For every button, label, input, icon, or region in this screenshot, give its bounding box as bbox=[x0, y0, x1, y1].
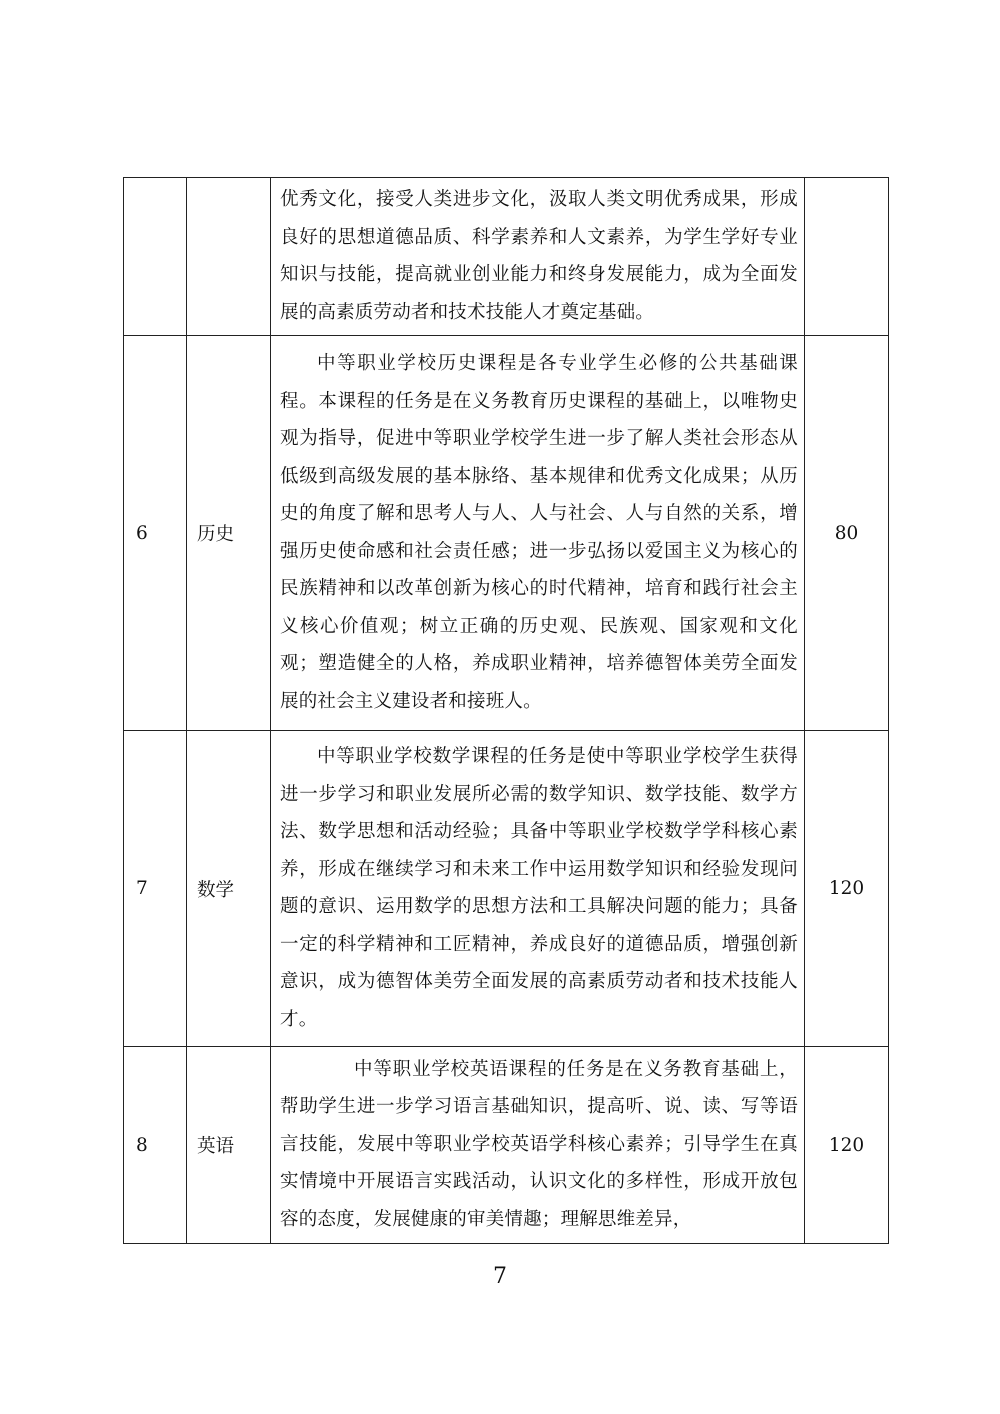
table-row bbox=[124, 731, 889, 1047]
course-hours-cell: 120 bbox=[805, 1047, 889, 1244]
course-description: 优秀文化，接受人类进步文化，汲取人类文明优秀成果，形成良好的思想道德品质、科学素养和人文素养，为学生学好专业知识与技能，提高就业创业能力和终身发展能力，成为全面发展的高素质劳动者和技术技能人才奠定基础。 bbox=[280, 189, 798, 323]
page-number: 7 bbox=[493, 1264, 507, 1289]
table-row bbox=[124, 336, 889, 731]
course-description: 中等职业学校数学课程的任务是使中等职业学校学生获得进一步学习和职业发展所必需的数学知识、数学技能、数学方法、数学思想和活动经验；具备中等职业学校数学学科核心素养，形成在继续学习和未来工作中运用数学知识和经验发现问题的意识、运用数学的思想方法和工具解决问题的能力；具备一定的科学精神和工匠精神，养成良好的道德品质，增强创新意识，成为德智体美劳全面发展的高素质劳动者和技术技能人才。 bbox=[280, 746, 798, 1030]
course-hours-cell bbox=[805, 178, 889, 336]
table-row bbox=[124, 1047, 889, 1244]
course-name-cell: 历史 bbox=[187, 336, 271, 731]
course-index-cell: 8 bbox=[124, 1047, 187, 1244]
course-hours-cell: 120 bbox=[805, 731, 889, 1047]
table-row bbox=[124, 178, 889, 336]
course-index-cell: 6 bbox=[124, 336, 187, 731]
course-index-cell: 7 bbox=[124, 731, 187, 1047]
course-index-cell bbox=[124, 178, 187, 336]
course-name-cell: 数学 bbox=[187, 731, 271, 1047]
course-name-cell bbox=[187, 178, 271, 336]
course-table bbox=[123, 177, 889, 1244]
course-description-cell bbox=[271, 178, 805, 336]
course-hours-cell: 80 bbox=[805, 336, 889, 731]
course-description-cell bbox=[271, 731, 805, 1047]
course-description-cell bbox=[271, 336, 805, 731]
course-name-cell: 英语 bbox=[187, 1047, 271, 1244]
course-description-cell bbox=[271, 1047, 805, 1244]
course-description: 中等职业学校英语课程的任务是在义务教育基础上，帮助学生进一步学习语言基础知识，提高听、说、读、写等语言技能，发展中等职业学校英语学科核心素养；引导学生在真实情境中开展语言实践活动，认识文化的多样性，形成开放包容的态度，发展健康的审美情趣；理解思维差异， bbox=[280, 1058, 798, 1230]
course-description: 中等职业学校历史课程是各专业学生必修的公共基础课程。本课程的任务是在义务教育历史课程的基础上，以唯物史观为指导，促进中等职业学校学生进一步了解人类社会形态从低级到高级发展的基本脉络、基本规律和优秀文化成果；从历史的角度了解和思考人与人、人与社会、人与自然的关系，增强历史使命感和社会责任感；进一步弘扬以爱国主义为核心的民族精神和以改革创新为核心的时代精神，培育和践行社会主义核心价值观；树立正确的历史观、民族观、国家观和文化观；塑造健全的人格，养成职业精神，培养德智体美劳全面发展的社会主义建设者和接班人。 bbox=[280, 353, 798, 712]
